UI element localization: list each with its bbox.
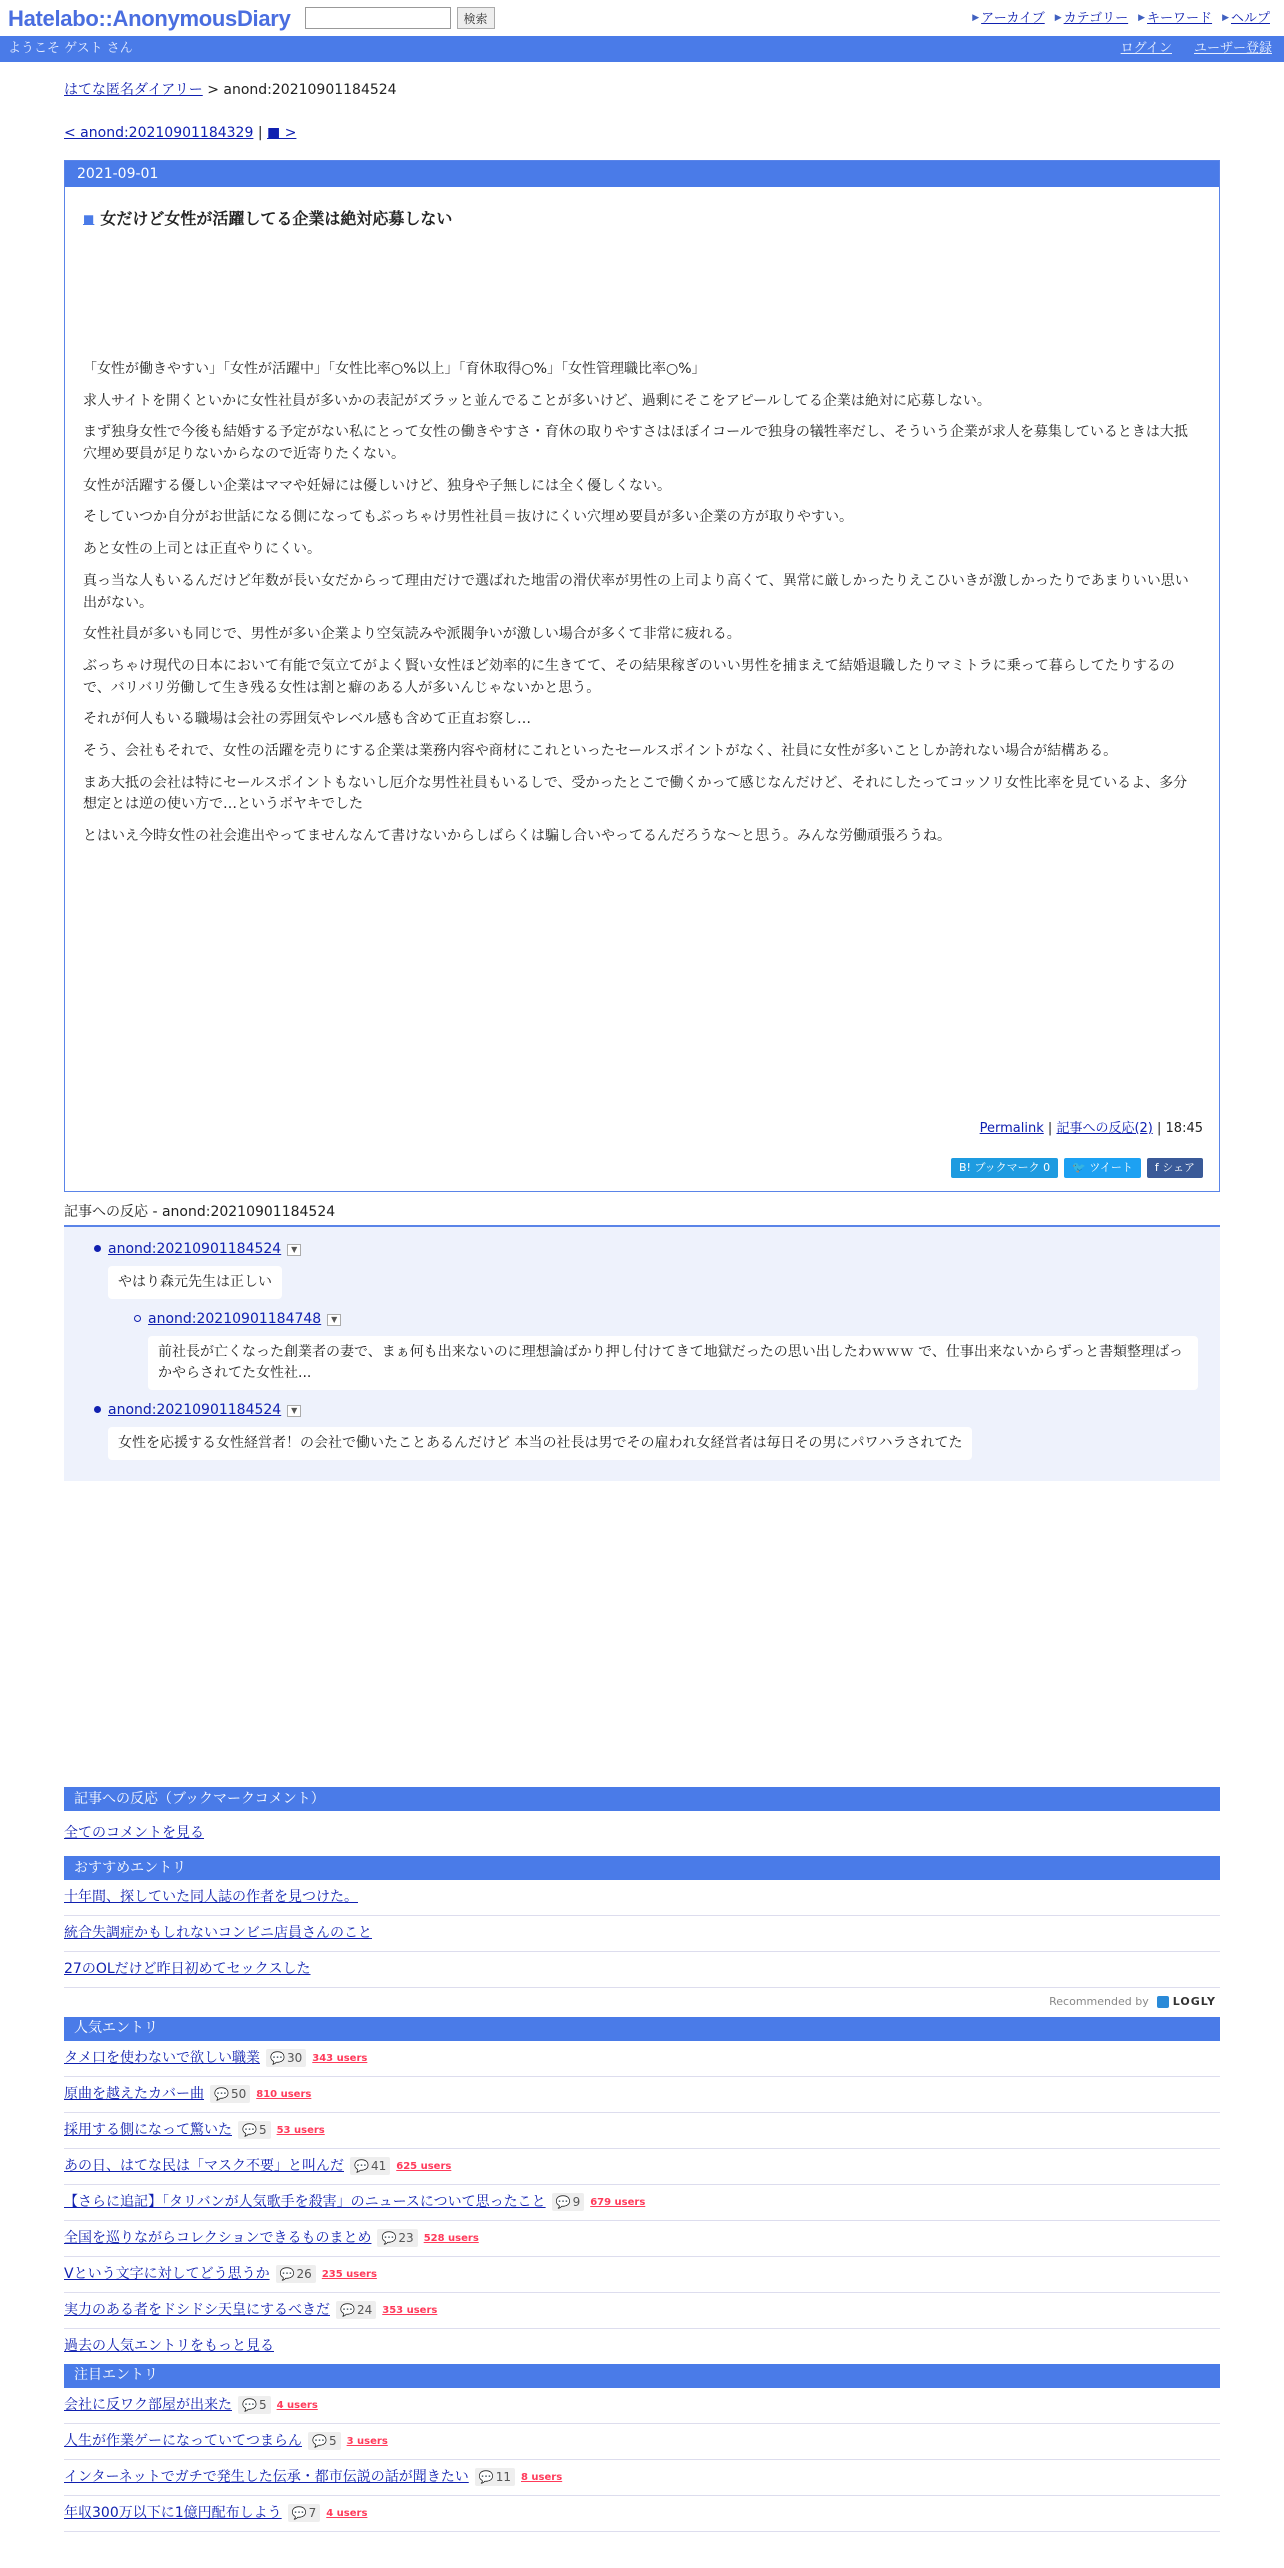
- entry-paragraph: まず独身女性で今後も結婚する予定がない私にとって女性の働きやすさ・育休の取りやすさはほぼイコールで独身の犠牲率だし、そういう企業が求人を募集しているときは大抵穴埋め要員が足りないからなので近寄りたくない。: [83, 424, 1188, 463]
- entry-date: 2021-09-01: [65, 161, 1219, 187]
- list-item: [64, 2496, 1220, 2532]
- recommended-by-label: Recommended by: [1049, 1995, 1149, 2008]
- list-item: [64, 1952, 1220, 1988]
- list-item: [64, 2293, 1220, 2329]
- ad-space: [64, 1481, 1220, 1787]
- entry-paragraph: 「女性が働きやすい」「女性が活躍中」「女性比率○%以上」「育休取得○%」「女性管理職比率○%」: [83, 361, 706, 377]
- share-label: シェア: [1162, 1160, 1195, 1174]
- notable-entry-link[interactable]: インターネットでガチで発生した伝承・都市伝説の話が聞きたい: [64, 2468, 469, 2485]
- bookmark-users-badge[interactable]: 235 users: [321, 2268, 377, 2280]
- popular-entry-link[interactable]: Vという文字に対してどう思うか: [64, 2265, 270, 2282]
- entry-meta: [980, 1119, 1203, 1139]
- comment-count-badge[interactable]: [377, 2229, 417, 2247]
- tweet-button[interactable]: [1064, 1158, 1141, 1178]
- list-item: [64, 1916, 1220, 1952]
- breadcrumb-current: anond:20210901184524: [223, 82, 397, 98]
- permalink-link[interactable]: Permalink: [979, 1121, 1044, 1136]
- entry-box: [64, 160, 1220, 1192]
- speech-bubble-icon: 💬: [312, 2434, 327, 2448]
- site-logo[interactable]: Hatelabo::AnonymousDiary: [8, 5, 291, 31]
- comment-count: 41: [370, 2159, 387, 2173]
- comment-count-badge[interactable]: [276, 2265, 316, 2283]
- response-excerpt: やはり森元先生は正しい: [108, 1266, 282, 1299]
- recommended-entry-link[interactable]: 十年間、探していた同人誌の作者を見つけた。: [64, 1889, 358, 1905]
- entry-paragraph: 真っ当な人もいるんだけど年数が長い女だからって理由だけで選ばれた地雷の滑伏率が男性の上司より高くて、異常に厳しかったりえこひいきが激しかったりであまりいい思い出がない。: [83, 572, 1189, 611]
- response-link[interactable]: anond:20210901184524: [108, 1241, 282, 1257]
- bookmark-users-badge[interactable]: 528 users: [423, 2232, 479, 2244]
- hatena-bookmark-button[interactable]: B! ブックマーク 0: [951, 1158, 1058, 1178]
- speech-bubble-icon: 💬: [270, 2051, 285, 2065]
- recommended-entry-link[interactable]: 27のOLだけど昨日初めてセックスした: [64, 1961, 311, 1977]
- list-item: [64, 2329, 1220, 2364]
- speech-bubble-icon: 💬: [381, 2231, 397, 2245]
- popular-entry-link[interactable]: あの日、はてな民は「マスク不要」と叫んだ: [64, 2157, 344, 2174]
- entry-title: [83, 207, 1219, 231]
- bookmark-users-badge[interactable]: 679 users: [590, 2196, 646, 2208]
- logly-icon: [1157, 1996, 1169, 2008]
- register-link[interactable]: ユーザー登録: [1193, 41, 1272, 57]
- comment-count: 23: [398, 2231, 414, 2245]
- dropdown-icon[interactable]: ▼: [327, 1314, 341, 1326]
- bookmark-users-badge[interactable]: 3 users: [346, 2435, 388, 2447]
- nav-keyword-link[interactable]: キーワード: [1147, 11, 1213, 26]
- comment-count-badge[interactable]: [475, 2468, 515, 2486]
- comment-count-badge[interactable]: [288, 2504, 321, 2522]
- login-link[interactable]: ログイン: [1120, 41, 1172, 57]
- nav-help-link[interactable]: ヘルプ: [1230, 11, 1270, 26]
- notable-entry-link[interactable]: 会社に反ワク部屋が出来た: [64, 2396, 232, 2413]
- entry-paragraph: まあ大抵の会社は特にセールスポイントもないし厄介な男性社員もいるしで、受かったとこで働くかって感じなんだけど、それにしたってコッソリ女性比率を見ているよ、多分想定とは逆の使い方で…というボヤキでした: [83, 774, 1188, 813]
- meta-separator: |: [1157, 1121, 1162, 1136]
- response-item: [108, 1239, 1206, 1400]
- popular-heading: 人気エントリ: [64, 2017, 1220, 2041]
- list-item: [64, 2077, 1220, 2113]
- comment-count: 11: [495, 2470, 511, 2484]
- responses-box: [64, 1227, 1220, 1481]
- logly-logo[interactable]: [1157, 1994, 1216, 2011]
- response-excerpt: 女性を応援する女性経営者！の会社で働いたことあるんだけど 本当の社長は男でその雇われ女経営者は毎日その男にパワハラされてた: [108, 1427, 972, 1460]
- speech-bubble-icon: 💬: [555, 2195, 571, 2209]
- comment-count-badge[interactable]: [238, 2121, 271, 2139]
- response-excerpt: 前社長が亡くなった創業者の妻で、まぁ何も出来ないのに理想論ばかり押し付けてきて地獄だったの思い出したわｗｗｗ で、仕事出来ないからずっと書類整理ばっかやらされてた女性社...: [148, 1336, 1198, 1390]
- speech-bubble-icon: 💬: [340, 2303, 355, 2317]
- entry-paragraph: 求人サイトを開くといかに女性社員が多いかの表記がズラッと並んでることが多いけど、過剰にそこをアピールしてる企業は絶対に応募しない。: [83, 392, 991, 409]
- comment-count: 5: [258, 2123, 267, 2137]
- comment-count: 9: [572, 2195, 581, 2209]
- share-buttons: [951, 1158, 1203, 1178]
- list-item: [64, 2185, 1220, 2221]
- bookmark-users-badge[interactable]: 810 users: [256, 2088, 312, 2100]
- triangle-icon: ▶: [1138, 13, 1146, 23]
- breadcrumb-home-link[interactable]: はてな匿名ダイアリー: [64, 82, 203, 98]
- nav-archive-link[interactable]: アーカイブ: [981, 11, 1045, 26]
- bookmark-users-badge[interactable]: 4 users: [326, 2507, 368, 2519]
- comment-count-badge[interactable]: [350, 2157, 390, 2175]
- entry-permalink-square[interactable]: ■: [83, 212, 95, 226]
- comment-count: 5: [328, 2434, 337, 2448]
- comment-count-badge[interactable]: [336, 2301, 376, 2319]
- comment-count: 30: [286, 2051, 303, 2065]
- bookmark-users-badge[interactable]: 353 users: [382, 2304, 438, 2316]
- comment-count-badge[interactable]: [552, 2193, 585, 2211]
- nav-category-link[interactable]: カテゴリー: [1063, 11, 1129, 26]
- twitter-icon: 🐦: [1072, 1160, 1090, 1174]
- meta-separator: |: [1047, 1121, 1053, 1136]
- speech-bubble-icon: 💬: [291, 2506, 307, 2520]
- list-item: [64, 2257, 1220, 2293]
- speech-bubble-icon: 💬: [242, 2123, 257, 2137]
- popular-entry-link[interactable]: 採用する側になって驚いた: [64, 2121, 232, 2138]
- list-item: [64, 2460, 1220, 2496]
- response-item: [108, 1400, 1206, 1470]
- notable-heading: 注目エントリ: [64, 2364, 1220, 2388]
- response-link[interactable]: anond:20210901184524: [108, 1402, 282, 1418]
- popular-entry-link[interactable]: 全国を巡りながらコレクションできるものまとめ: [64, 2229, 372, 2246]
- triangle-icon: ▶: [1054, 13, 1062, 23]
- triangle-icon: ▶: [1222, 13, 1229, 23]
- list-item: [64, 2149, 1220, 2185]
- entry-title-text: 女だけど女性が活躍してる企業は絶対応募しない: [100, 209, 453, 228]
- breadcrumb: [64, 80, 1220, 101]
- search-input[interactable]: [305, 7, 451, 29]
- popular-entry-link[interactable]: 実力のある者をドシドシ天皇にするべきだ: [64, 2301, 330, 2318]
- main-content: [64, 80, 1220, 2532]
- bullet-icon: [94, 1245, 101, 1252]
- bookmark-comments-heading: 記事への反応（ブックマークコメント）: [64, 1787, 1220, 1811]
- entry-paragraph: 女性社員が多いも同じで、男性が多い企業より空気読みや派閥争いが激しい場合が多くて非常に疲れる。: [83, 626, 741, 643]
- entry-paragraph: あと女性の上司とは正直やりにくい。: [83, 541, 321, 558]
- response-item: [148, 1309, 1206, 1400]
- comment-count: 5: [258, 2398, 267, 2412]
- prev-entry-link[interactable]: < anond:20210901184329: [64, 125, 254, 141]
- speech-bubble-icon: 💬: [214, 2087, 229, 2101]
- bookmark-users-badge[interactable]: 4 users: [276, 2399, 318, 2411]
- list-item: [64, 2113, 1220, 2149]
- speech-bubble-icon: 💬: [478, 2470, 494, 2484]
- speech-bubble-icon: 💬: [242, 2398, 257, 2412]
- top-bar: [0, 0, 1284, 36]
- bullet-icon: [134, 1315, 141, 1322]
- facebook-share-button[interactable]: [1147, 1158, 1203, 1178]
- speech-bubble-icon: 💬: [354, 2159, 369, 2173]
- response-link[interactable]: anond:20210901184748: [148, 1311, 322, 1327]
- recommended-entry-link[interactable]: 統合失調症かもしれないコンビニ店員さんのこと: [64, 1925, 372, 1941]
- list-item: [64, 2041, 1220, 2077]
- dropdown-icon[interactable]: ▼: [287, 1244, 301, 1256]
- pager-separator: |: [257, 125, 263, 141]
- entry-paragraph: それが何人もいる職場は会社の雰囲気やレベル感も含めて正直お察し…: [83, 711, 531, 728]
- next-entry-link[interactable]: ■ >: [267, 125, 297, 141]
- user-bar: [0, 36, 1284, 62]
- speech-bubble-icon: 💬: [279, 2267, 295, 2281]
- popular-entry-link[interactable]: 原曲を越えたカバー曲: [64, 2085, 204, 2102]
- top-nav: [972, 9, 1270, 29]
- entry-body: [83, 359, 1199, 848]
- breadcrumb-separator: >: [207, 82, 219, 98]
- comment-count-badge[interactable]: [238, 2396, 271, 2414]
- bookmark-users-badge[interactable]: 625 users: [396, 2160, 452, 2172]
- entry-pager: [64, 123, 1220, 144]
- logly-label: LOGLY: [1172, 1995, 1216, 2008]
- search-button[interactable]: 検索: [457, 7, 495, 29]
- bookmark-users-badge[interactable]: 8 users: [520, 2471, 563, 2483]
- bookmark-users-badge[interactable]: 343 users: [312, 2052, 368, 2064]
- all-comments-link[interactable]: 全てのコメントを見る: [64, 1825, 204, 1841]
- bullet-icon: [94, 1406, 101, 1413]
- popular-entry-link[interactable]: 【さらに追記】「タリバンが人気歌手を殺害」のニュースについて思ったこと: [64, 2193, 546, 2210]
- comment-count-badge[interactable]: [266, 2049, 306, 2067]
- entry-paragraph: そしていつか自分がお世話になる側になってもぶっちゃけ男性社員＝抜けにくい穴埋め要員が多い企業の方が取りやすい。: [83, 509, 853, 526]
- list-item: [64, 2388, 1220, 2424]
- entry-time: 18:45: [1165, 1121, 1203, 1136]
- bookmark-users-badge[interactable]: 53 users: [276, 2124, 325, 2136]
- list-item: [64, 1880, 1220, 1916]
- popular-entry-link[interactable]: タメ口を使わないで欲しい職業: [64, 2049, 260, 2066]
- more-popular-link[interactable]: 過去の人気エントリをもっと見る: [64, 2337, 274, 2354]
- responses-heading: 記事への反応 - anond:20210901184524: [64, 1202, 1220, 1227]
- list-item: [64, 2221, 1220, 2257]
- entry-paragraph: 女性が活躍する優しい企業はママや妊婦には優しいけど、独身や子無しには全く優しくない。: [83, 477, 671, 494]
- list-item: [64, 2424, 1220, 2460]
- recommended-by: [64, 1988, 1220, 2017]
- reactions-link[interactable]: 記事への反応(2): [1056, 1121, 1153, 1136]
- welcome-text: ようこそ ゲスト さん: [8, 41, 133, 57]
- notable-entry-link[interactable]: 人生が作業ゲーになっていてつまらん: [64, 2432, 302, 2449]
- facebook-icon: f: [1154, 1160, 1163, 1174]
- notable-entry-link[interactable]: 年収300万以下に1億円配布しよう: [64, 2504, 282, 2521]
- entry-paragraph: とはいえ今時女性の社会進出やってませんなんて書けないからしばらくは騙し合いやってるんだろうな〜と思う。みんな労働頑張ろうね。: [83, 828, 951, 844]
- triangle-icon: ▶: [972, 13, 980, 23]
- tweet-label: ツイート: [1089, 1160, 1133, 1174]
- entry-paragraph: ぶっちゃけ現代の日本において有能で気立てがよく賢い女性ほど効率的に生きてて、その結果稼ぎのいい男性を捕まえて結婚退職したりマミトラに乗って暮らしてたりするので、バリバリ労働して生き残る女性は割と癖のある人が多いんじゃないかと思う。: [83, 657, 1175, 696]
- comment-count: 7: [308, 2506, 317, 2520]
- comment-count-badge[interactable]: [308, 2432, 341, 2450]
- comment-count: 26: [296, 2267, 312, 2281]
- dropdown-icon[interactable]: ▼: [287, 1405, 301, 1417]
- comment-count-badge[interactable]: [210, 2085, 250, 2103]
- comment-count: 24: [356, 2303, 373, 2317]
- recommended-heading: おすすめエントリ: [64, 1856, 1220, 1880]
- comment-count: 50: [230, 2087, 247, 2101]
- entry-paragraph: そう、会社もそれで、女性の活躍を売りにする企業は業務内容や商材にこれといったセールスポイントがなく、社員に女性が多いことしか誇れない場合が結構ある。: [83, 742, 1118, 759]
